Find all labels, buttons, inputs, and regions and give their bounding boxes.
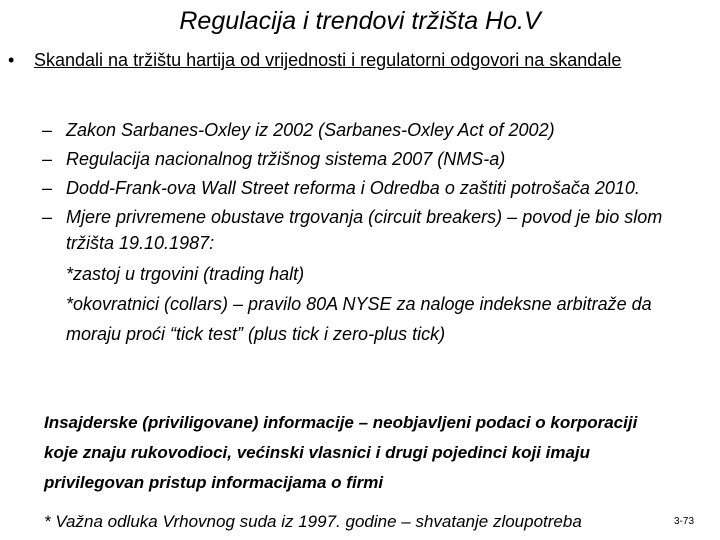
page-number: 3-73 xyxy=(674,516,695,527)
continuation-line-collars: *okovratnici (collars) – pravilo 80A NYSE za naloge indeksne arbitraže da moraju proći “tick test” (plus tick i zero-plus tick) xyxy=(66,294,652,344)
sub-bullet-item xyxy=(42,175,692,201)
sub-bullet-item xyxy=(42,146,692,172)
sub-bullet-list xyxy=(42,117,692,349)
insider-information-paragraph: Insajderske (priviligovane) informacije – neobjavljeni podaci o korporaciji koje znaju rukovodioci, većinski vlasnici i drugi pojedinci koji imaju privilegovan pristup informacijama o firmi xyxy=(44,413,638,492)
main-bullet-text: Skandali na tržištu hartija od vrijednosti i regulatorni odgovori na skandale xyxy=(34,50,622,70)
sub-bullet-text: Regulacija nacionalnog tržišnog sistema 2007 (NMS-a) xyxy=(66,149,506,169)
sub-bullet-text: Dodd-Frank-ova Wall Street reforma i Odredba o zaštiti potrošača 2010. xyxy=(66,178,640,198)
dash-marker: – xyxy=(42,207,53,227)
sub-bullet-item xyxy=(42,117,692,143)
sub-bullet-text: Mjere privremene obustave trgovanja (circuit breakers) – povod je bio slom tržišta 19.10.1987: xyxy=(66,207,663,253)
footnote: * Važna odluka Vrhovnog suda iz 1997. godine – shvatanje zloupotreba xyxy=(44,512,582,531)
bullet-marker: • xyxy=(8,50,15,70)
dash-marker: – xyxy=(42,178,53,198)
slide-title: Regulacija i trendovi tržišta Ho.V xyxy=(179,7,541,35)
dash-marker: – xyxy=(42,149,53,169)
continuation-line-trading-halt: *zastoj u trgovini (trading halt) xyxy=(66,264,305,284)
dash-marker: – xyxy=(42,120,53,140)
sub-bullet-item xyxy=(42,204,692,256)
sub-bullet-text: Zakon Sarbanes-Oxley iz 2002 (Sarbanes-Oxley Act of 2002) xyxy=(66,120,555,140)
